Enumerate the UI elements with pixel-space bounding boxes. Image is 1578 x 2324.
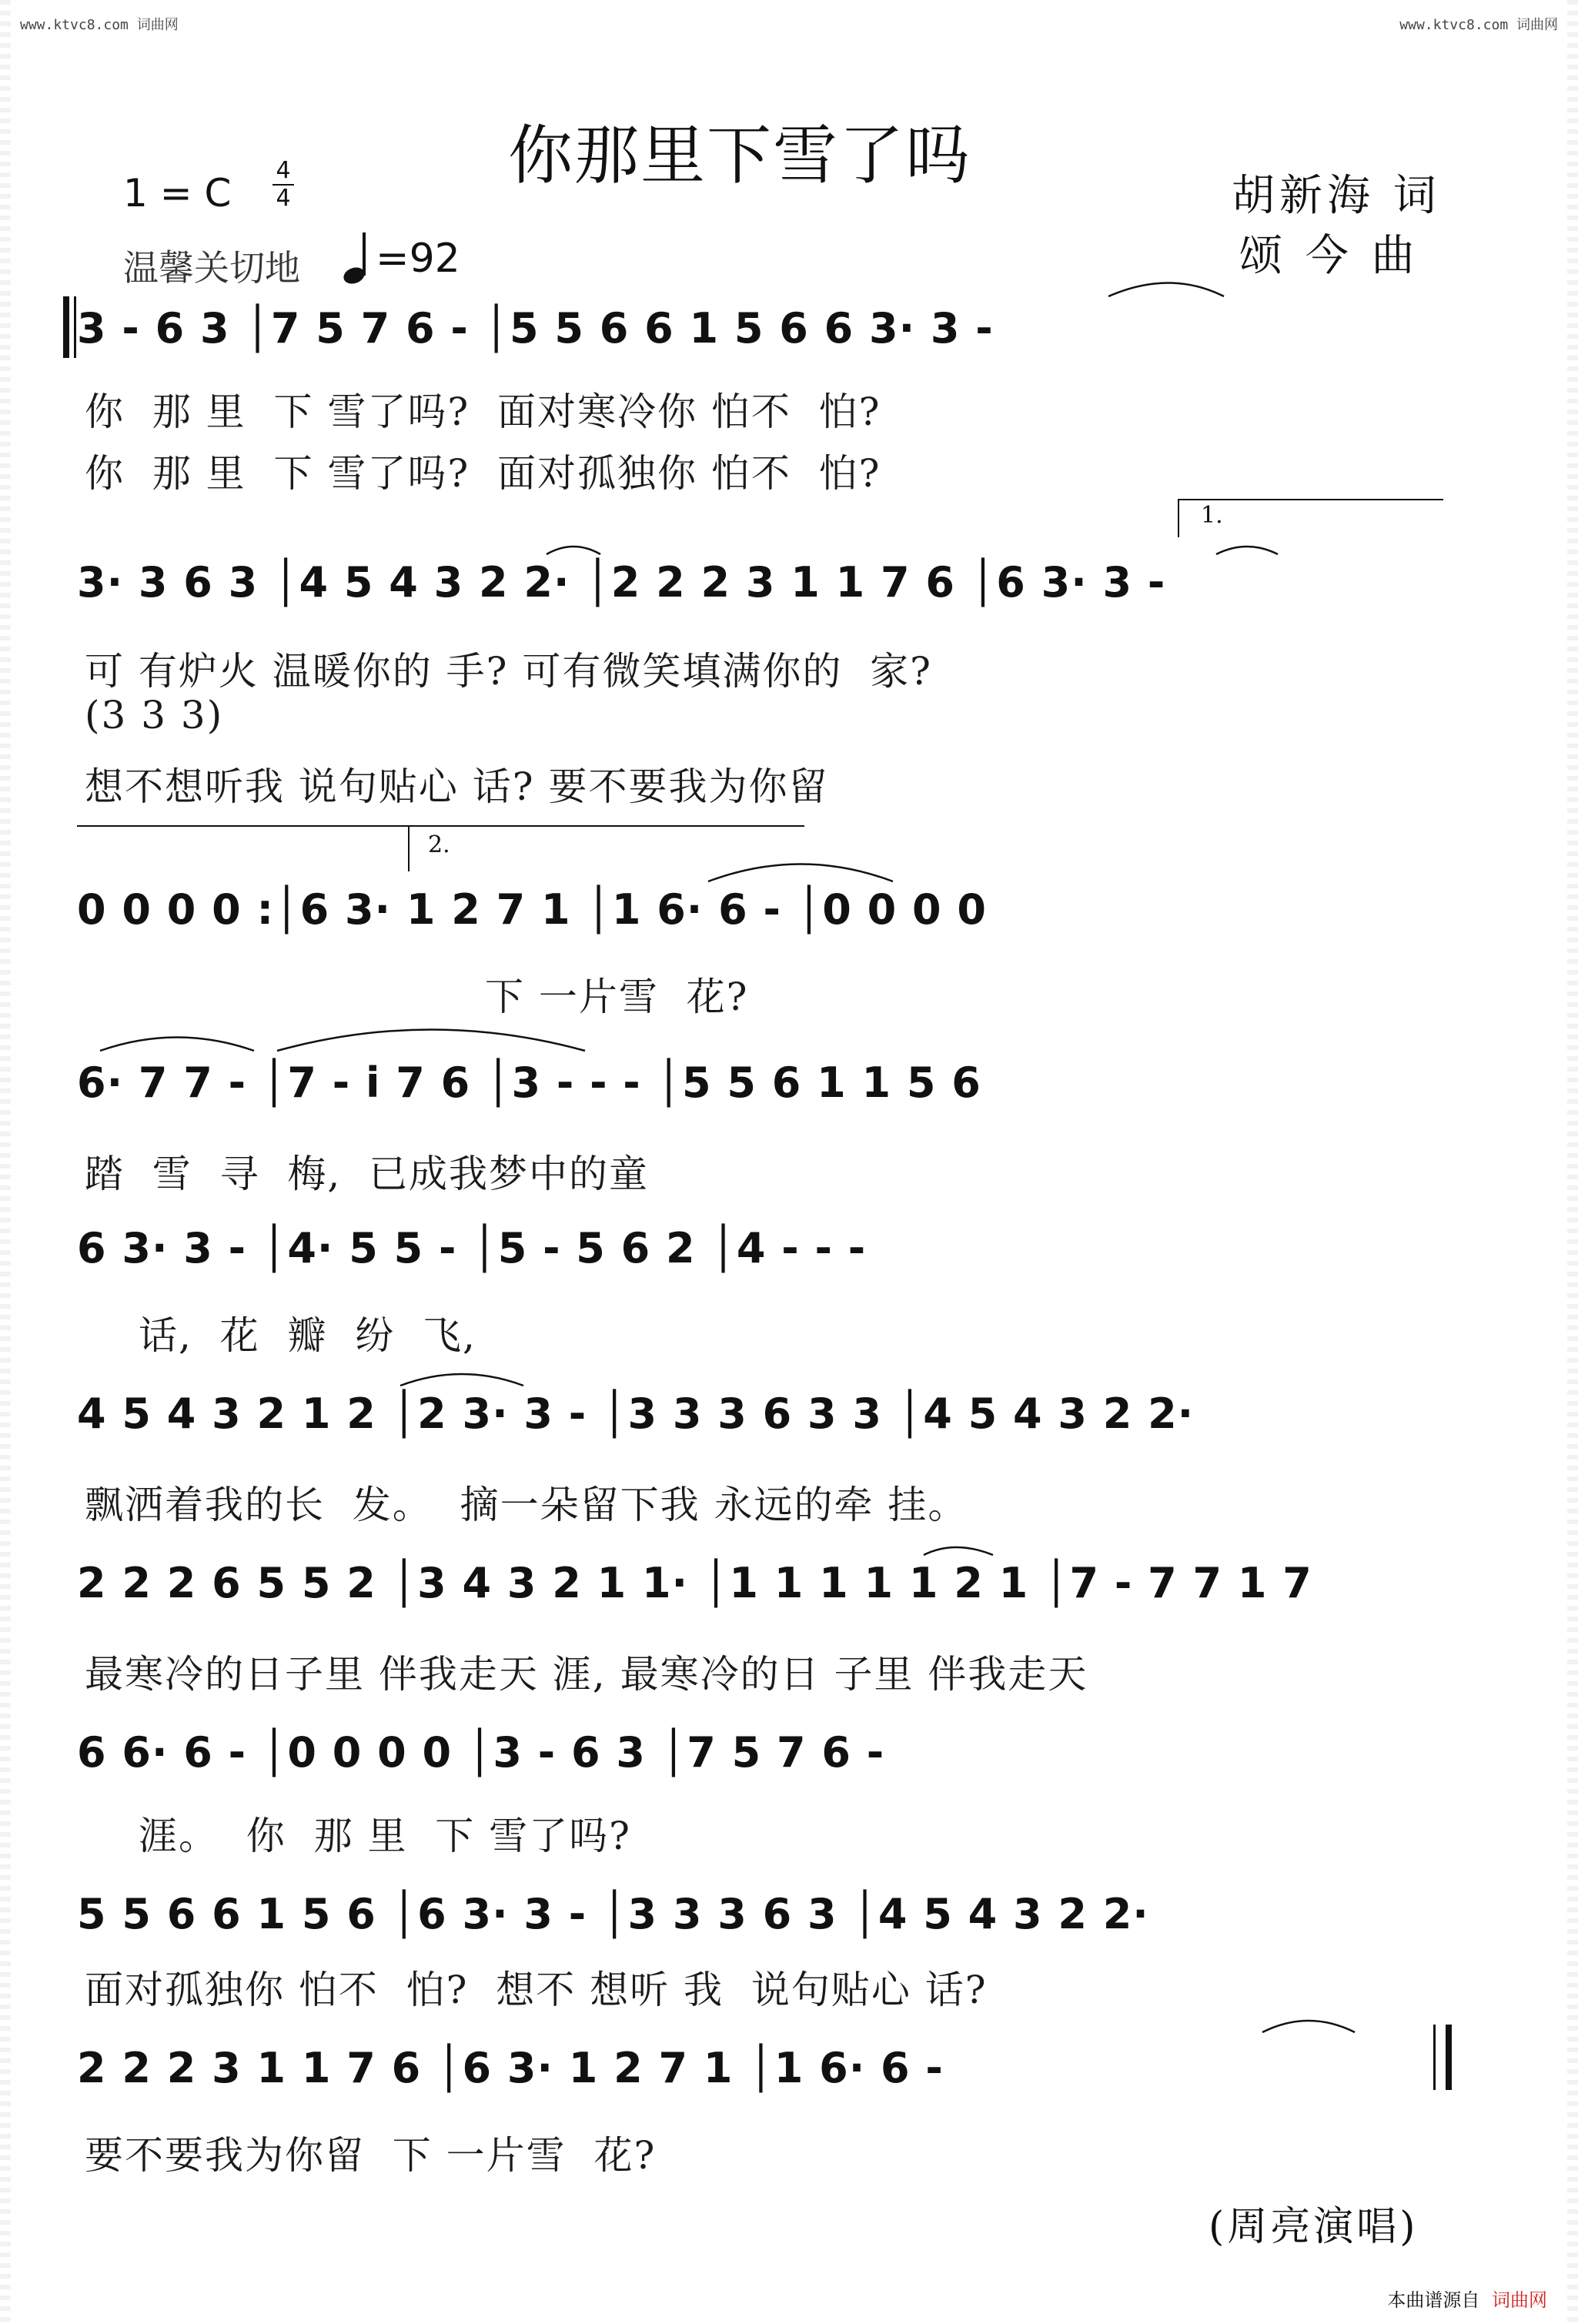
system-5-notation: 6 3· 3 - │4· 5 5 - │5 - 5 6 2 │4 - - - [77, 1224, 867, 1272]
source-note [1387, 2285, 1547, 2312]
system-4-notation: 6· 7 7 - │7 - i 7 6 │3 - - - │5 5 6 1 1 5 6 [77, 1058, 981, 1107]
system-3-lyrics: 下 一片雪 花? [485, 975, 749, 1019]
system-9-notation: 5 5 6 6 1 5 6 │6 3· 3 - │3 3 3 6 3 │4 5 4 3 2 2· [77, 1890, 1149, 1938]
system-7-lyrics: 最寒冷的日子里 伴我走天 涯, 最寒冷的日 子里 伴我走天 [85, 1652, 1088, 1697]
system-3-notation: 0 0 0 0 :│6 3· 1 2 7 1 │1 6· 6 - │0 0 0 0 [77, 885, 987, 934]
system-2-alt-notes: (3 3 3) [85, 693, 224, 737]
slur-system-3 [708, 864, 893, 882]
volta-1-label: 1. [1201, 502, 1223, 529]
key-signature: 1 = C [123, 171, 232, 216]
slur-system-7a [924, 1547, 993, 1555]
slur-system-2a [547, 547, 600, 554]
slur-system-2b [1216, 547, 1278, 554]
source-site[interactable]: 词曲网 [1492, 2289, 1547, 2311]
source-label: 本曲谱源自 [1387, 2289, 1480, 2311]
tempo-marking: 温馨关切地 [123, 247, 300, 289]
system-9-lyrics: 面对孤独你 怕不 怕? 想不 想听 我 说句贴心 话? [85, 1968, 988, 2012]
system-4-lyrics: 踏 雪 寻 梅, 已成我梦中的童 [85, 1152, 650, 1196]
system-6-lyrics: 飘洒着我的长 发。 摘一朵留下我 永远的牵 挂。 [85, 1483, 968, 1527]
watermark-left: www.ktvc8.com 词曲网 [20, 17, 179, 33]
time-signature-bottom: 4 [276, 185, 291, 212]
system-1-lyrics-verse-1: 你 那 里 下 雪了吗? 面对寒冷你 怕不 怕? [85, 390, 881, 434]
slur-system-4b [277, 1030, 585, 1052]
system-8-notation: 6 6· 6 - │0 0 0 0 │3 - 6 3 │7 5 7 6 - [77, 1728, 885, 1777]
system-5-lyrics: 话, 花 瓣 纷 飞, [139, 1313, 476, 1358]
system-7-notation: 2 2 2 6 5 5 2 │3 4 3 2 1 1· │1 1 1 1 1 2 1 │7 - 7 7 1 7 [77, 1559, 1312, 1607]
system-2-notation: 3· 3 6 3 │4 5 4 3 2 2· │2 2 2 3 1 1 7 6 │6 3· 3 - [77, 558, 1166, 607]
lyricist-credit: 胡新海 词 [1232, 171, 1441, 221]
system-1-notation: 3 - 6 3 │7 5 7 6 - │5 5 6 6 1 5 6 6 3· 3 - [77, 304, 994, 353]
slur-system-6a [400, 1374, 523, 1386]
slur-system-4a [100, 1038, 254, 1052]
watermark-right: www.ktvc8.com 词曲网 [1399, 17, 1558, 33]
system-10-notation: 2 2 2 3 1 1 7 6 │6 3· 1 2 7 1 │1 6· 6 - [77, 2044, 944, 2092]
tempo-value: =92 [376, 236, 460, 282]
song-title: 你那里下雪了吗 [508, 118, 972, 193]
slur-system-1 [1108, 283, 1224, 297]
system-6-notation: 4 5 4 3 2 1 2 │2 3· 3 - │3 3 3 6 3 3 │4 5 4 3 2 2· [77, 1389, 1195, 1438]
performer-credit: (周亮演唱) [1209, 2204, 1419, 2250]
system-10-lyrics: 要不要我为你留 下 一片雪 花? [85, 2133, 657, 2178]
slur-system-10a [1262, 2021, 1355, 2032]
volta-2-label: 2. [428, 831, 450, 858]
system-1-lyrics-verse-2: 你 那 里 下 雪了吗? 面对孤独你 怕不 怕? [85, 451, 881, 496]
system-8-lyrics: 涯。 你 那 里 下 雪了吗? [139, 1814, 631, 1858]
system-2-lyrics-verse-2: 想不想听我 说句贴心 话? 要不要我为你留 [85, 764, 829, 809]
time-signature-top: 4 [276, 157, 291, 184]
composer-credit: 颂 今 曲 [1239, 231, 1419, 281]
system-2-lyrics-verse-1: 可 有炉火 温暖你的 手? 可有微笑填满你的 家? [85, 649, 932, 694]
